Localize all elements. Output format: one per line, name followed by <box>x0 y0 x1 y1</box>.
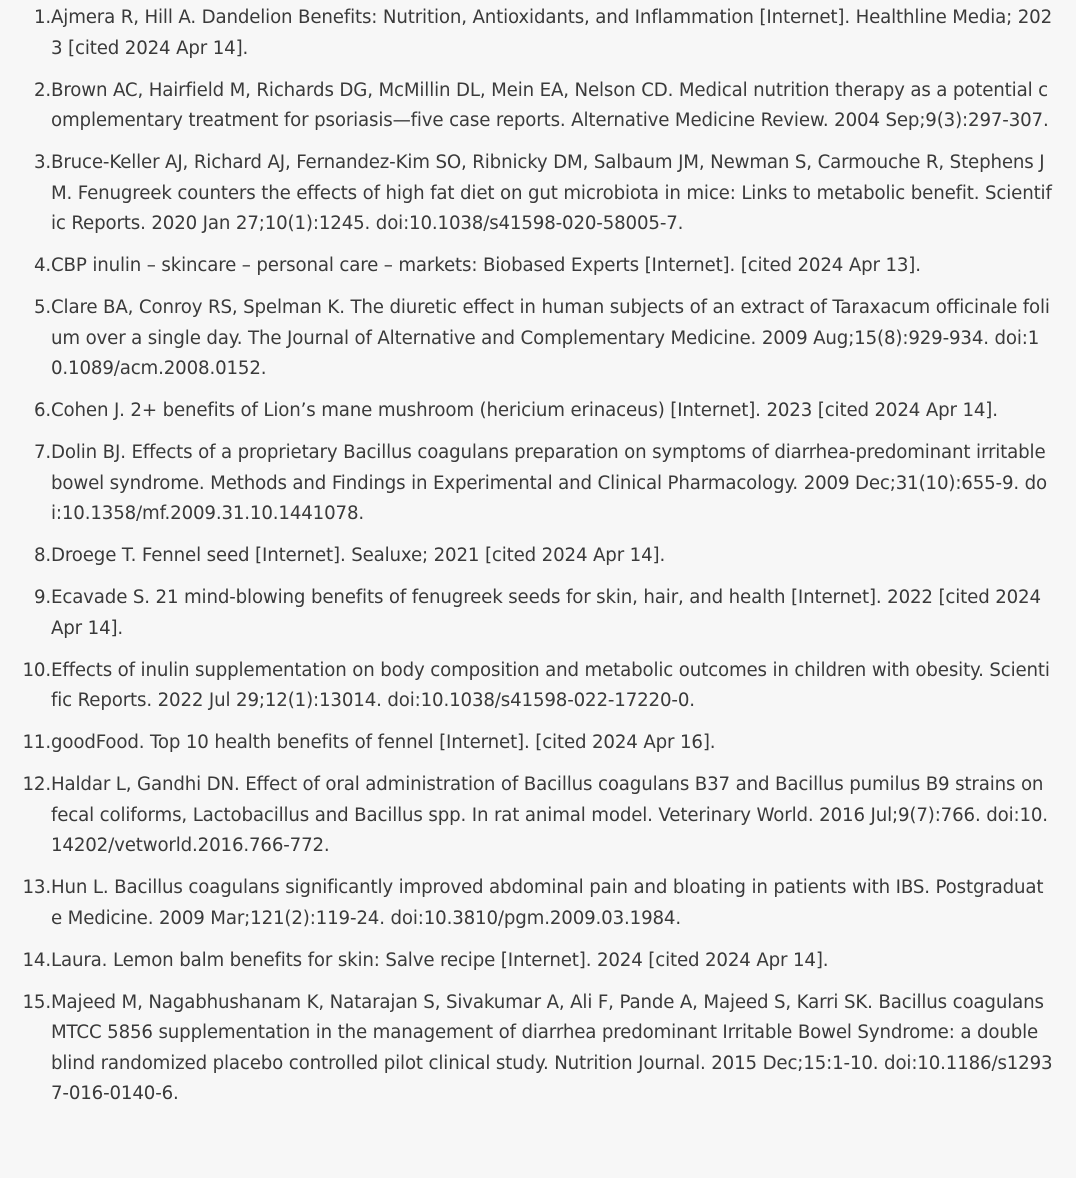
reference-item <box>0 728 1054 759</box>
reference-number: 14. <box>22 949 51 971</box>
reference-item <box>0 293 1054 385</box>
reference-item <box>0 988 1054 1110</box>
reference-item <box>0 770 1054 862</box>
reference-text: Ajmera R, Hill A. Dandelion Benefits: Nutrition, Antioxidants, and Inflammation [Internet]. Healthline Media; 2023 [cited 2024 Apr 14]. <box>51 7 1053 59</box>
reference-text: Haldar L, Gandhi DN. Effect of oral administration of Bacillus coagulans B37 and Bacillus pumilus B9 strains on fecal coliforms, Lactobacillus and Bacillus spp. In rat animal model. Veterinary World. 2016 Jul;9(7):766. doi:10.14202/vetworld.2016.766-772. <box>51 774 1048 856</box>
reference-text: Ecavade S. 21 mind-blowing benefits of fenugreek seeds for skin, hair, and health [Internet]. 2022 [cited 2024 Apr 14]. <box>51 587 1041 639</box>
reference-item <box>0 148 1054 240</box>
reference-number: 6. <box>33 400 51 421</box>
reference-item <box>0 396 1054 427</box>
reference-number: 15. <box>22 991 51 1013</box>
reference-number: 4. <box>33 255 51 276</box>
reference-text: goodFood. Top 10 health benefits of fennel [Internet]. [cited 2024 Apr 16]. <box>51 732 716 753</box>
reference-text: Bruce-Keller AJ, Richard AJ, Fernandez-Kim SO, Ribnicky DM, Salbaum JM, Newman S, Carmouche R, Stephens JM. Fenugreek counters the effects of high fat diet on gut microbiota in mice: Links to metabolic benefit. Scientific Reports. 2020 Jan 27;10(1):1245. doi:10.1038/s41598-020-58005-7. <box>51 152 1052 234</box>
reference-text: Cohen J. 2+ benefits of Lion’s mane mushroom (hericium erinaceus) [Internet]. 2023 [cited 2024 Apr 14]. <box>51 400 998 421</box>
reference-item <box>0 873 1054 934</box>
reference-item <box>0 583 1054 644</box>
reference-item <box>0 656 1054 717</box>
reference-text: Majeed M, Nagabhushanam K, Natarajan S, Sivakumar A, Ali F, Pande A, Majeed S, Karri SK. Bacillus coagulans MTCC 5856 supplementation in the management of diarrhea predominant Irritable Bowel Syndrome: a double blind randomized placebo controlled pilot clinical study. Nutrition Journal. 2015 Dec;15:1-10. doi:10.1186/s12937-016-0140-6. <box>51 991 1053 1104</box>
reference-number: 13. <box>22 877 51 898</box>
reference-item <box>0 438 1054 530</box>
reference-item <box>0 541 1054 572</box>
reference-number: 10. <box>22 659 51 681</box>
reference-item <box>0 3 1054 64</box>
reference-text: Laura. Lemon balm benefits for skin: Salve recipe [Internet]. 2024 [cited 2024 Apr 14]. <box>51 949 829 971</box>
reference-number: 1. <box>33 7 51 28</box>
reference-number: 7. <box>33 442 51 463</box>
reference-number: 2. <box>33 79 51 101</box>
reference-item <box>0 76 1054 137</box>
reference-number: 9. <box>33 587 51 608</box>
reference-text: Effects of inulin supplementation on body composition and metabolic outcomes in children with obesity. Scientific Reports. 2022 Jul 29;12(1):13014. doi:10.1038/s41598-022-17220-0. <box>51 659 1050 711</box>
reference-number: 11. <box>22 732 51 753</box>
reference-number: 5. <box>33 297 51 318</box>
reference-number: 8. <box>33 545 51 566</box>
reference-number: 3. <box>33 152 51 173</box>
reference-text: Clare BA, Conroy RS, Spelman K. The diuretic effect in human subjects of an extract of Taraxacum officinale folium over a single day. The Journal of Alternative and Complementary Medicine. 2009 Aug;15(8):929-934. doi:10.1089/acm.2008.0152. <box>51 297 1050 379</box>
reference-text: Brown AC, Hairfield M, Richards DG, McMillin DL, Mein EA, Nelson CD. Medical nutrition therapy as a potential complementary treatment for psoriasis—five case reports. Alternative Medicine Review. 2004 Sep;9(3):297-307. <box>51 79 1049 131</box>
reference-item <box>0 946 1054 977</box>
reference-item <box>0 251 1054 282</box>
reference-text: CBP inulin – skincare – personal care – markets: Biobased Experts [Internet]. [cited 2024 Apr 13]. <box>51 255 921 276</box>
reference-number: 12. <box>22 774 51 795</box>
reference-text: Droege T. Fennel seed [Internet]. Sealuxe; 2021 [cited 2024 Apr 14]. <box>51 545 666 566</box>
reference-text: Dolin BJ. Effects of a proprietary Bacillus coagulans preparation on symptoms of diarrhea-predominant irritable bowel syndrome. Methods and Findings in Experimental and Clinical Pharmacology. 2009 Dec;31(10):655-9. doi:10.1358/mf.2009.31.10.1441078. <box>51 442 1048 524</box>
reference-text: Hun L. Bacillus coagulans significantly improved abdominal pain and bloating in patients with IBS. Postgraduate Medicine. 2009 Mar;121(2):119-24. doi:10.3810/pgm.2009.03.1984. <box>51 877 1044 929</box>
